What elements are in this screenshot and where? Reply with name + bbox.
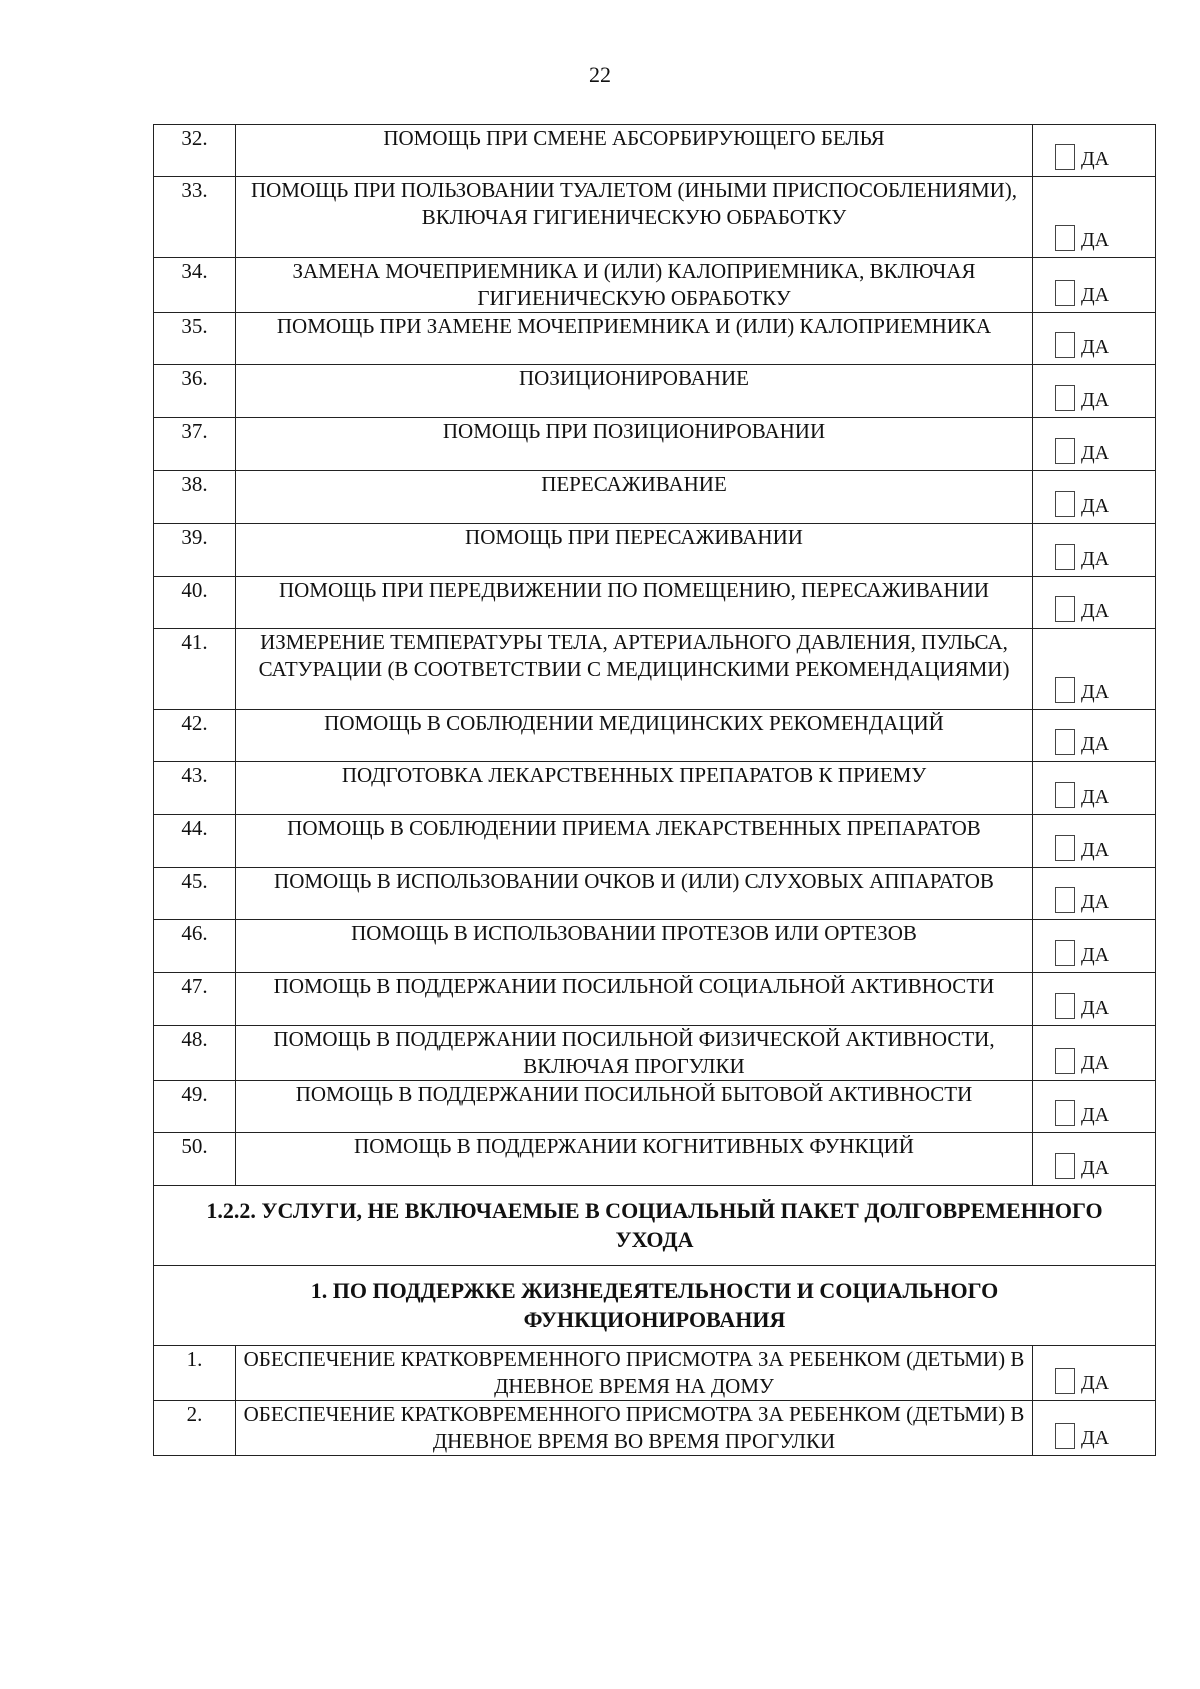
checkbox-cell <box>1033 258 1156 313</box>
service-name: ПОМОЩЬ ПРИ ПОЗИЦИОНИРОВАНИИ <box>236 418 1033 471</box>
yes-option[interactable] <box>1055 144 1109 170</box>
checkbox-label: ДА <box>1081 389 1110 411</box>
yes-option[interactable] <box>1055 835 1109 861</box>
table-row <box>154 125 1156 177</box>
checkbox-cell <box>1033 1401 1156 1456</box>
section-heading-services-not-included: 1.2.2. УСЛУГИ, НЕ ВКЛЮЧАЕМЫЕ В СОЦИАЛЬНЫЙ ПАКЕТ ДОЛГОВРЕМЕННОГО УХОДА <box>154 1186 1156 1266</box>
yes-option[interactable] <box>1055 280 1109 306</box>
services-list-b <box>154 1346 1156 1456</box>
yes-option[interactable] <box>1055 596 1109 622</box>
yes-option[interactable] <box>1055 1368 1109 1394</box>
row-number: 36. <box>154 365 236 418</box>
yes-option[interactable] <box>1055 544 1109 570</box>
checkbox-cell <box>1033 868 1156 920</box>
table-row <box>154 629 1156 710</box>
table-row <box>154 1026 1156 1081</box>
row-number: 42. <box>154 710 236 762</box>
yes-option[interactable] <box>1055 1100 1109 1126</box>
checkbox-cell <box>1033 524 1156 577</box>
row-number: 41. <box>154 629 236 710</box>
row-number: 39. <box>154 524 236 577</box>
checkbox-label: ДА <box>1081 891 1110 913</box>
service-name: ОБЕСПЕЧЕНИЕ КРАТКОВРЕМЕННОГО ПРИСМОТРА ЗА РЕБЕНКОМ (ДЕТЬМИ) В ДНЕВНОЕ ВРЕМЯ НА ДОМУ <box>236 1346 1033 1401</box>
services-table <box>153 124 1156 1456</box>
service-name: ПОМОЩЬ ПРИ СМЕНЕ АБСОРБИРУЮЩЕГО БЕЛЬЯ <box>236 125 1033 177</box>
checkbox-label: ДА <box>1081 1052 1110 1074</box>
yes-option[interactable] <box>1055 385 1109 411</box>
yes-option[interactable] <box>1055 782 1109 808</box>
service-name: ПОМОЩЬ ПРИ ЗАМЕНЕ МОЧЕПРИЕМНИКА И (ИЛИ) КАЛОПРИЕМНИКА <box>236 313 1033 365</box>
checkbox-cell <box>1033 365 1156 418</box>
checkbox[interactable] <box>1055 1423 1075 1449</box>
table-row <box>154 1081 1156 1133</box>
row-number: 47. <box>154 973 236 1026</box>
checkbox-label: ДА <box>1081 548 1110 570</box>
checkbox[interactable] <box>1055 332 1075 358</box>
table-row <box>154 471 1156 524</box>
services-list-a <box>154 125 1156 1186</box>
checkbox-cell <box>1033 762 1156 815</box>
row-number: 43. <box>154 762 236 815</box>
service-name: ПОЗИЦИОНИРОВАНИЕ <box>236 365 1033 418</box>
table-row <box>154 313 1156 365</box>
checkbox-label: ДА <box>1081 1157 1110 1179</box>
yes-option[interactable] <box>1055 491 1109 517</box>
yes-option[interactable] <box>1055 225 1109 251</box>
service-name: ПОМОЩЬ В ПОДДЕРЖАНИИ ПОСИЛЬНОЙ БЫТОВОЙ АКТИВНОСТИ <box>236 1081 1033 1133</box>
table-row <box>154 177 1156 258</box>
checkbox-cell <box>1033 1133 1156 1186</box>
row-number: 2. <box>154 1401 236 1456</box>
service-name: ПОМОЩЬ ПРИ ПОЛЬЗОВАНИИ ТУАЛЕТОМ (ИНЫМИ ПРИСПОСОБЛЕНИЯМИ), ВКЛЮЧАЯ ГИГИЕНИЧЕСКУЮ ОБРАБОТКУ <box>236 177 1033 258</box>
checkbox[interactable] <box>1055 596 1075 622</box>
checkbox-cell <box>1033 418 1156 471</box>
checkbox[interactable] <box>1055 225 1075 251</box>
checkbox[interactable] <box>1055 993 1075 1019</box>
table-row <box>154 418 1156 471</box>
yes-option[interactable] <box>1055 1423 1109 1449</box>
checkbox[interactable] <box>1055 677 1075 703</box>
checkbox-label: ДА <box>1081 1372 1110 1394</box>
yes-option[interactable] <box>1055 993 1109 1019</box>
table-row <box>154 1401 1156 1456</box>
checkbox-label: ДА <box>1081 1427 1110 1449</box>
yes-option[interactable] <box>1055 1048 1109 1074</box>
yes-option[interactable] <box>1055 729 1109 755</box>
service-name: ПОМОЩЬ В СОБЛЮДЕНИИ ПРИЕМА ЛЕКАРСТВЕННЫХ ПРЕПАРАТОВ <box>236 815 1033 868</box>
table-row <box>154 815 1156 868</box>
table-row <box>154 920 1156 973</box>
yes-option[interactable] <box>1055 940 1109 966</box>
checkbox-cell <box>1033 629 1156 710</box>
checkbox-cell <box>1033 1081 1156 1133</box>
service-name: ПОМОЩЬ В ИСПОЛЬЗОВАНИИ ПРОТЕЗОВ ИЛИ ОРТЕЗОВ <box>236 920 1033 973</box>
checkbox-cell <box>1033 1346 1156 1401</box>
table-row <box>154 577 1156 629</box>
checkbox-label: ДА <box>1081 148 1110 170</box>
checkbox[interactable] <box>1055 782 1075 808</box>
page-number: 22 <box>589 62 611 87</box>
row-number: 38. <box>154 471 236 524</box>
service-name: ПОМОЩЬ В ПОДДЕРЖАНИИ ПОСИЛЬНОЙ ФИЗИЧЕСКОЙ АКТИВНОСТИ, ВКЛЮЧАЯ ПРОГУЛКИ <box>236 1026 1033 1081</box>
checkbox[interactable] <box>1055 280 1075 306</box>
checkbox-cell <box>1033 471 1156 524</box>
checkbox-label: ДА <box>1081 944 1110 966</box>
table-row <box>154 710 1156 762</box>
section-heading-life-support: 1. ПО ПОДДЕРЖКЕ ЖИЗНЕДЕЯТЕЛЬНОСТИ И СОЦИАЛЬНОГО ФУНКЦИОНИРОВАНИЯ <box>154 1266 1156 1346</box>
row-number: 50. <box>154 1133 236 1186</box>
table-row <box>154 1346 1156 1401</box>
row-number: 45. <box>154 868 236 920</box>
checkbox[interactable] <box>1055 940 1075 966</box>
service-name: ИЗМЕРЕНИЕ ТЕМПЕРАТУРЫ ТЕЛА, АРТЕРИАЛЬНОГО ДАВЛЕНИЯ, ПУЛЬСА, САТУРАЦИИ (В СООТВЕТСТВИИ С МЕДИЦИНСКИМИ РЕКОМЕНДАЦИЯМИ) <box>236 629 1033 710</box>
service-name: ЗАМЕНА МОЧЕПРИЕМНИКА И (ИЛИ) КАЛОПРИЕМНИКА, ВКЛЮЧАЯ ГИГИЕНИЧЕСКУЮ ОБРАБОТКУ <box>236 258 1033 313</box>
checkbox-label: ДА <box>1081 495 1110 517</box>
checkbox-label: ДА <box>1081 336 1110 358</box>
checkbox[interactable] <box>1055 1153 1075 1179</box>
table-row <box>154 524 1156 577</box>
row-number: 48. <box>154 1026 236 1081</box>
checkbox-label: ДА <box>1081 997 1110 1019</box>
checkbox[interactable] <box>1055 1048 1075 1074</box>
yes-option[interactable] <box>1055 887 1109 913</box>
service-name: ПОМОЩЬ В ПОДДЕРЖАНИИ КОГНИТИВНЫХ ФУНКЦИЙ <box>236 1133 1033 1186</box>
checkbox[interactable] <box>1055 438 1075 464</box>
row-number: 33. <box>154 177 236 258</box>
checkbox-label: ДА <box>1081 600 1110 622</box>
service-name: ПОМОЩЬ ПРИ ПЕРЕДВИЖЕНИИ ПО ПОМЕЩЕНИЮ, ПЕРЕСАЖИВАНИИ <box>236 577 1033 629</box>
row-number: 1. <box>154 1346 236 1401</box>
checkbox-label: ДА <box>1081 229 1110 251</box>
checkbox-cell <box>1033 125 1156 177</box>
section-headings <box>154 1186 1156 1346</box>
yes-option[interactable] <box>1055 1153 1109 1179</box>
checkbox-cell <box>1033 1026 1156 1081</box>
yes-option[interactable] <box>1055 677 1109 703</box>
checkbox-label: ДА <box>1081 733 1110 755</box>
service-name: ПЕРЕСАЖИВАНИЕ <box>236 471 1033 524</box>
service-name: ПОМОЩЬ В СОБЛЮДЕНИИ МЕДИЦИНСКИХ РЕКОМЕНДАЦИЙ <box>236 710 1033 762</box>
service-name: ПОМОЩЬ ПРИ ПЕРЕСАЖИВАНИИ <box>236 524 1033 577</box>
yes-option[interactable] <box>1055 332 1109 358</box>
table-row <box>154 973 1156 1026</box>
row-number: 46. <box>154 920 236 973</box>
checkbox[interactable] <box>1055 1368 1075 1394</box>
checkbox[interactable] <box>1055 835 1075 861</box>
service-name: ПОМОЩЬ В ПОДДЕРЖАНИИ ПОСИЛЬНОЙ СОЦИАЛЬНОЙ АКТИВНОСТИ <box>236 973 1033 1026</box>
row-number: 32. <box>154 125 236 177</box>
table-row <box>154 868 1156 920</box>
checkbox-label: ДА <box>1081 442 1110 464</box>
checkbox-cell <box>1033 177 1156 258</box>
checkbox[interactable] <box>1055 729 1075 755</box>
table-row <box>154 762 1156 815</box>
service-name: ПОМОЩЬ В ИСПОЛЬЗОВАНИИ ОЧКОВ И (ИЛИ) СЛУХОВЫХ АППАРАТОВ <box>236 868 1033 920</box>
checkbox-label: ДА <box>1081 839 1110 861</box>
checkbox-label: ДА <box>1081 1104 1110 1126</box>
checkbox-cell <box>1033 313 1156 365</box>
table-row <box>154 1133 1156 1186</box>
checkbox[interactable] <box>1055 887 1075 913</box>
checkbox-cell <box>1033 920 1156 973</box>
checkbox-cell <box>1033 973 1156 1026</box>
row-number: 49. <box>154 1081 236 1133</box>
service-name: ПОДГОТОВКА ЛЕКАРСТВЕННЫХ ПРЕПАРАТОВ К ПРИЕМУ <box>236 762 1033 815</box>
table-row <box>154 365 1156 418</box>
row-number: 40. <box>154 577 236 629</box>
checkbox[interactable] <box>1055 144 1075 170</box>
row-number: 35. <box>154 313 236 365</box>
checkbox-label: ДА <box>1081 786 1110 808</box>
table-row <box>154 258 1156 313</box>
checkbox-label: ДА <box>1081 681 1110 703</box>
checkbox-cell <box>1033 710 1156 762</box>
row-number: 34. <box>154 258 236 313</box>
checkbox[interactable] <box>1055 1100 1075 1126</box>
checkbox[interactable] <box>1055 544 1075 570</box>
yes-option[interactable] <box>1055 438 1109 464</box>
checkbox-label: ДА <box>1081 284 1110 306</box>
checkbox-cell <box>1033 577 1156 629</box>
checkbox[interactable] <box>1055 385 1075 411</box>
checkbox[interactable] <box>1055 491 1075 517</box>
row-number: 37. <box>154 418 236 471</box>
service-name: ОБЕСПЕЧЕНИЕ КРАТКОВРЕМЕННОГО ПРИСМОТРА ЗА РЕБЕНКОМ (ДЕТЬМИ) В ДНЕВНОЕ ВРЕМЯ ВО ВРЕМЯ ПРОГУЛКИ <box>236 1401 1033 1456</box>
row-number: 44. <box>154 815 236 868</box>
checkbox-cell <box>1033 815 1156 868</box>
